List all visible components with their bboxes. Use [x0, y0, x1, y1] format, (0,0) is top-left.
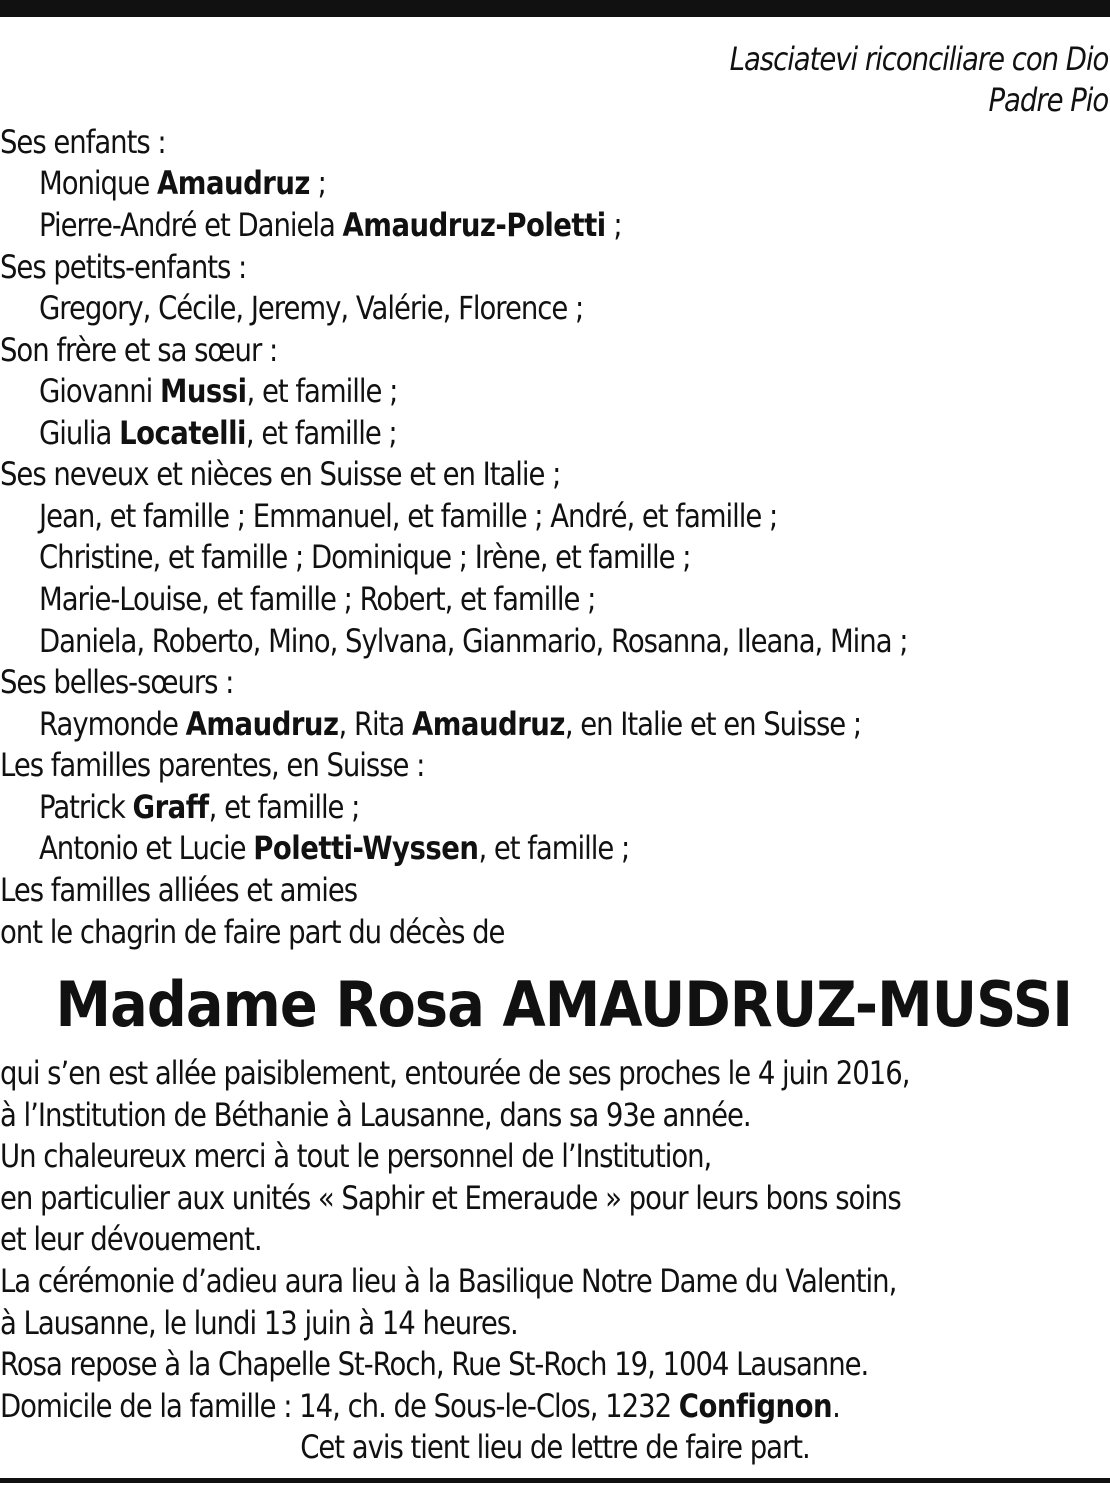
sister-in-law-suffix: , en Italie et en Suisse ;	[564, 705, 862, 743]
body-line: Rosa repose à la Chapelle St-Roch, Rue St-Roch 19, 1004 Lausanne.	[0, 1345, 869, 1383]
nephews-heading: Ses neveux et nièces en Suisse et en Italie ;	[0, 455, 561, 493]
sister-in-law-surname: Amaudruz	[185, 705, 339, 743]
relative-entry	[39, 827, 629, 869]
child-surname: Amaudruz-Poletti	[342, 206, 606, 244]
sibling-first-name: Giulia	[39, 414, 120, 452]
body-line: et leur dévouement.	[0, 1220, 262, 1258]
nephews-line: Daniela, Roberto, Mino, Sylvana, Gianmario, Rosanna, Ileana, Mina ;	[39, 622, 908, 660]
sisters-in-law-heading: Ses belles-sœurs :	[0, 663, 234, 701]
closing-note: Cet avis tient lieu de lettre de faire part.	[300, 1428, 810, 1466]
bottom-rule	[0, 1478, 1110, 1483]
deceased-name: Madame Rosa AMAUDRUZ-MUSSI	[55, 968, 1073, 1041]
top-rule	[0, 0, 1110, 17]
sister-in-law-first-name: , Rita	[338, 705, 412, 743]
domicile-place: Confignon	[678, 1387, 833, 1425]
body-line: à Lausanne, le lundi 13 juin à 14 heures.	[0, 1304, 518, 1342]
child-entry	[39, 162, 326, 204]
child-suffix: ;	[309, 164, 326, 202]
domicile-address: Domicile de la famille : 14, ch. de Sous-le-Clos, 1232	[0, 1387, 679, 1425]
sibling-first-name: Giovanni	[39, 372, 160, 410]
child-entry	[39, 204, 622, 246]
domicile-line	[0, 1385, 840, 1427]
allied-families: Les familles alliées et amies	[0, 871, 358, 909]
sibling-entry	[39, 370, 397, 412]
body-line: Un chaleureux merci à tout le personnel de l’Institution,	[0, 1137, 712, 1175]
body-line: à l’Institution de Béthanie à Lausanne, dans sa 93e année.	[0, 1096, 751, 1134]
announcement: ont le chagrin de faire part du décès de	[0, 913, 505, 951]
relatives-heading: Les familles parentes, en Suisse :	[0, 746, 425, 784]
nephews-line: Marie-Louise, et famille ; Robert, et famille ;	[39, 580, 596, 618]
nephews-line: Jean, et famille ; Emmanuel, et famille ; André, et famille ;	[39, 497, 778, 535]
relative-suffix: , et famille ;	[208, 788, 360, 826]
relative-surname: Poletti-Wyssen	[253, 829, 479, 867]
child-suffix: ;	[605, 206, 622, 244]
grandchildren-heading: Ses petits-enfants :	[0, 248, 247, 286]
sister-in-law-surname: Amaudruz	[411, 705, 565, 743]
grandchildren-list: Gregory, Cécile, Jeremy, Valérie, Florence ;	[39, 289, 584, 327]
relative-first-name: Antonio et Lucie	[39, 829, 254, 867]
child-surname: Amaudruz	[157, 164, 310, 202]
epigraph-quote: Lasciatevi riconciliare con Dio	[729, 40, 1108, 78]
siblings-heading: Son frère et sa sœur :	[0, 331, 278, 369]
sibling-surname: Mussi	[159, 372, 247, 410]
body-line: La cérémonie d’adieu aura lieu à la Basilique Notre Dame du Valentin,	[0, 1262, 897, 1300]
sisters-in-law-entry	[39, 703, 861, 745]
relative-first-name: Patrick	[39, 788, 133, 826]
epigraph-author: Padre Pio	[988, 81, 1108, 119]
child-first-name: Monique	[39, 164, 158, 202]
sister-in-law-first-name: Raymonde	[39, 705, 186, 743]
domicile-suffix: .	[832, 1387, 840, 1425]
nephews-line: Christine, et famille ; Dominique ; Irène, et famille ;	[39, 538, 691, 576]
children-heading: Ses enfants :	[0, 123, 166, 161]
relative-surname: Graff	[132, 788, 209, 826]
sibling-surname: Locatelli	[119, 414, 246, 452]
body-line: en particulier aux unités « Saphir et Emeraude » pour leurs bons soins	[0, 1179, 901, 1217]
sibling-entry	[39, 412, 397, 454]
sibling-suffix: , et famille ;	[245, 414, 397, 452]
relative-suffix: , et famille ;	[478, 829, 630, 867]
child-first-name: Pierre-André et Daniela	[39, 206, 343, 244]
sibling-suffix: , et famille ;	[246, 372, 398, 410]
relative-entry	[39, 786, 359, 828]
body-line: qui s’en est allée paisiblement, entourée de ses proches le 4 juin 2016,	[0, 1054, 910, 1092]
